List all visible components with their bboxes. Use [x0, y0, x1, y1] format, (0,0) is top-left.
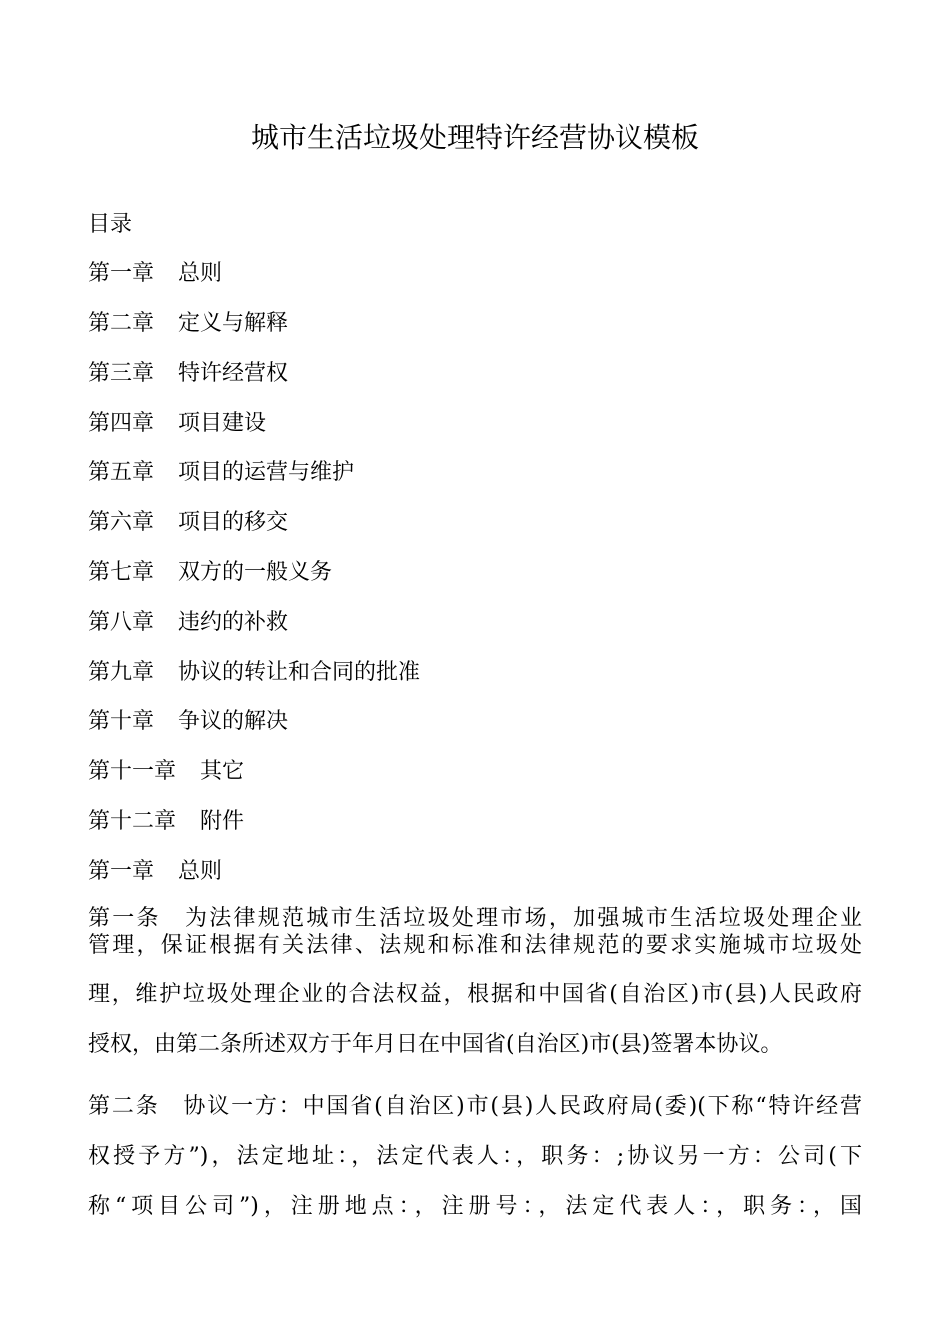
paragraph-line: 称“项目公司”)，注册地点：，注册号：，法定代表人：，职务：，国: [88, 1194, 862, 1219]
chapter-heading: [88, 857, 222, 887]
toc-item: [88, 259, 222, 289]
toc-item-number: 第十章: [88, 709, 155, 734]
toc-item: [88, 508, 288, 538]
toc-item-title: 总则: [178, 261, 223, 286]
toc-item-title: 争议的解决: [178, 709, 289, 734]
toc-item-title: 双方的一般义务: [178, 560, 333, 585]
toc-item-title: 协议的转让和合同的批准: [178, 660, 421, 685]
document-title: 城市生活垃圾处理特许经营协议模板: [250, 121, 699, 154]
toc-item-title: 定义与解释: [178, 311, 289, 336]
paragraph-line: 管理，保证根据有关法律、法规和标准和法律规范的要求实施城市垃圾处: [88, 933, 862, 958]
paragraph-line: 第一条 为法律规范城市生活垃圾处理市场，加强城市生活垃圾处理企业: [88, 906, 862, 931]
toc-item-number: 第九章: [88, 660, 155, 685]
paragraph-line: 授权，由第二条所述双方于年月日在中国省(自治区)市(县)签署本协议。: [88, 1032, 783, 1057]
toc-item-number: 第七章: [88, 560, 155, 585]
paragraph-line: 权授予方”)，法定地址：，法定代表人：，职务：;协议另一方：公司(下: [88, 1144, 862, 1169]
toc-item: [88, 608, 288, 638]
toc-item: [88, 757, 244, 787]
toc-item: [88, 359, 288, 389]
toc-item: [88, 409, 266, 439]
toc-item-title: 附件: [200, 809, 245, 834]
toc-item: [88, 558, 332, 588]
toc-item-number: 第六章: [88, 510, 155, 535]
toc-item: [88, 309, 288, 339]
toc-item-title: 项目的移交: [178, 510, 289, 535]
toc-item-number: 第二章: [88, 311, 155, 336]
toc-item-title: 项目建设: [178, 411, 267, 436]
paragraph-line: 第二条 协议一方：中国省(自治区)市(县)人民政府局(委)(下称“特许经营: [88, 1094, 862, 1119]
chapter-title: 总则: [178, 859, 223, 884]
toc-item-title: 项目的运营与维护: [178, 460, 355, 485]
toc-heading: 目录: [88, 212, 133, 237]
toc-item-number: 第四章: [88, 411, 155, 436]
article-2-paragraph: [88, 1092, 862, 1222]
toc-item-number: 第五章: [88, 460, 155, 485]
article-1-paragraph: [88, 906, 862, 1060]
toc-item-number: 第十一章: [88, 759, 177, 784]
toc-item-number: 第三章: [88, 361, 155, 386]
toc-item: [88, 707, 288, 737]
toc-item: [88, 807, 244, 837]
toc-item-title: 特许经营权: [178, 361, 289, 386]
toc-item-number: 第十二章: [88, 809, 177, 834]
paragraph-line: 理，维护垃圾处理企业的合法权益，根据和中国省(自治区)市(县)人民政府: [88, 982, 862, 1007]
toc-item-number: 第八章: [88, 610, 155, 635]
toc-item: [88, 458, 354, 488]
toc-item: [88, 658, 420, 688]
toc-item-title: 违约的补救: [178, 610, 289, 635]
chapter-number: 第一章: [88, 859, 155, 884]
toc-item-number: 第一章: [88, 261, 155, 286]
toc-item-title: 其它: [200, 759, 245, 784]
